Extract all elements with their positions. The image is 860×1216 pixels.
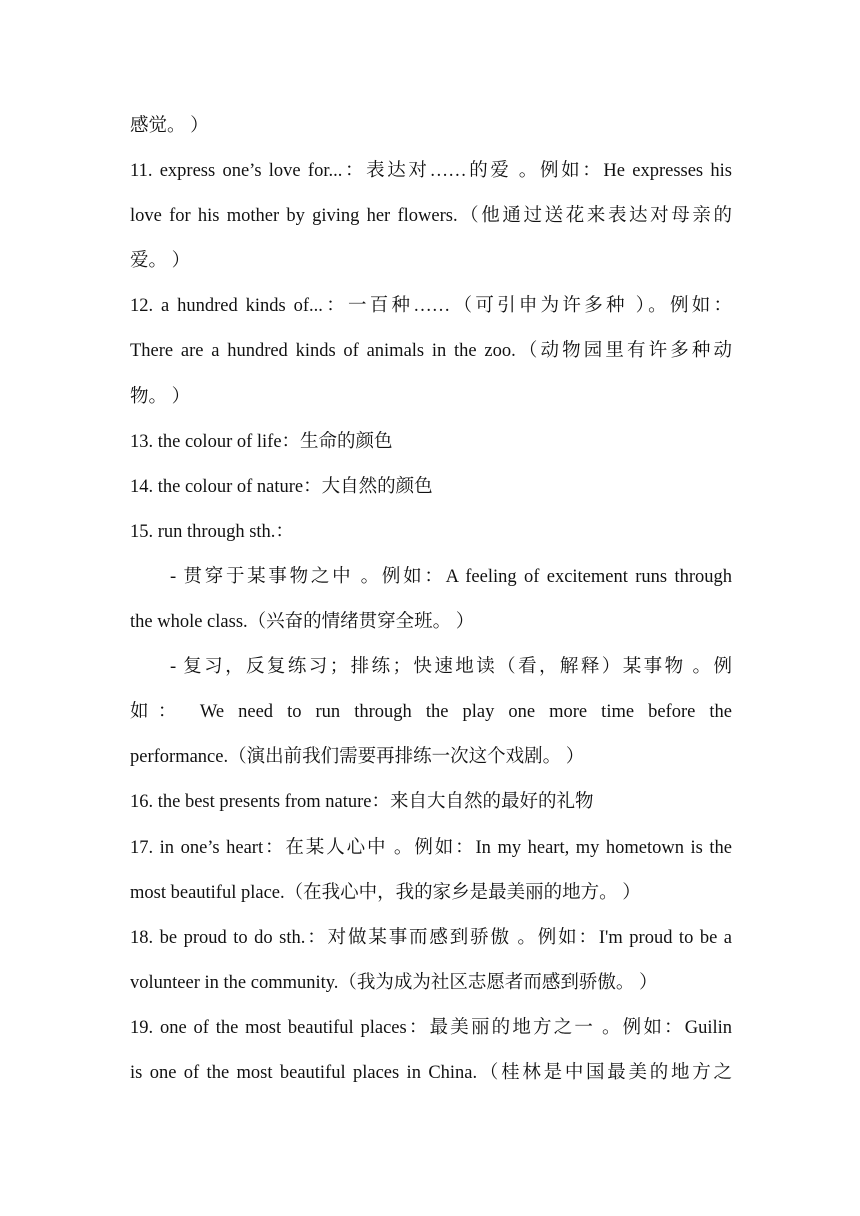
text-line: 如： We need to run through the play one more time before the <box>130 702 732 723</box>
text-line: volunteer in the community.（我为成为社区志愿者而感到骄傲。 ） <box>130 972 658 993</box>
text-line: 感觉。 ） <box>130 116 209 136</box>
text-line: - 贯穿于某事物之中 。例如：A feeling of excitement runs through <box>170 566 732 587</box>
text-line: 19. one of the most beautiful places：最美丽的地方之一 。例如：Guilin <box>130 1017 732 1038</box>
text-line: There are a hundred kinds of animals in the zoo.（动物园里有许多种动 <box>130 341 732 362</box>
text-line: the whole class.（兴奋的情绪贯穿全班。 ） <box>130 612 475 633</box>
text-line: 11. express one’s love for...：表达对……的爱 。例如：He expresses his <box>130 161 732 182</box>
text-line: most beautiful place.（在我心中，我的家乡是最美丽的地方。 ） <box>130 882 641 903</box>
text-line: 15. run through sth.： <box>130 521 294 542</box>
text-line: performance.（演出前我们需要再排练一次这个戏剧。 ） <box>130 747 585 768</box>
text-line: 爱。 ） <box>130 251 191 272</box>
text-line: 12. a hundred kinds of...：一百种……（可引申为许多种 ）。例如： <box>130 296 732 317</box>
text-line: - 复习，反复练习；排练；快速地读（看，解释）某事物 。例 <box>170 657 732 678</box>
document-body <box>130 104 732 1096</box>
text-line: love for his mother by giving her flowers.（他通过送花来表达对母亲的 <box>130 206 732 227</box>
text-line: 18. be proud to do sth.：对做某事而感到骄傲 。例如：I'm proud to be a <box>130 927 732 948</box>
text-line: 14. the colour of nature：大自然的颜色 <box>130 476 433 497</box>
text-line: is one of the most beautiful places in China.（桂林是中国最美的地方之 <box>130 1062 732 1083</box>
text-line: 物。 ） <box>130 386 191 407</box>
text-line: 16. the best presents from nature：来自大自然的最好的礼物 <box>130 792 594 813</box>
text-line: 13. the colour of life：生命的颜色 <box>130 431 393 452</box>
text-line: 17. in one’s heart：在某人心中 。例如：In my heart, my hometown is the <box>130 837 732 858</box>
